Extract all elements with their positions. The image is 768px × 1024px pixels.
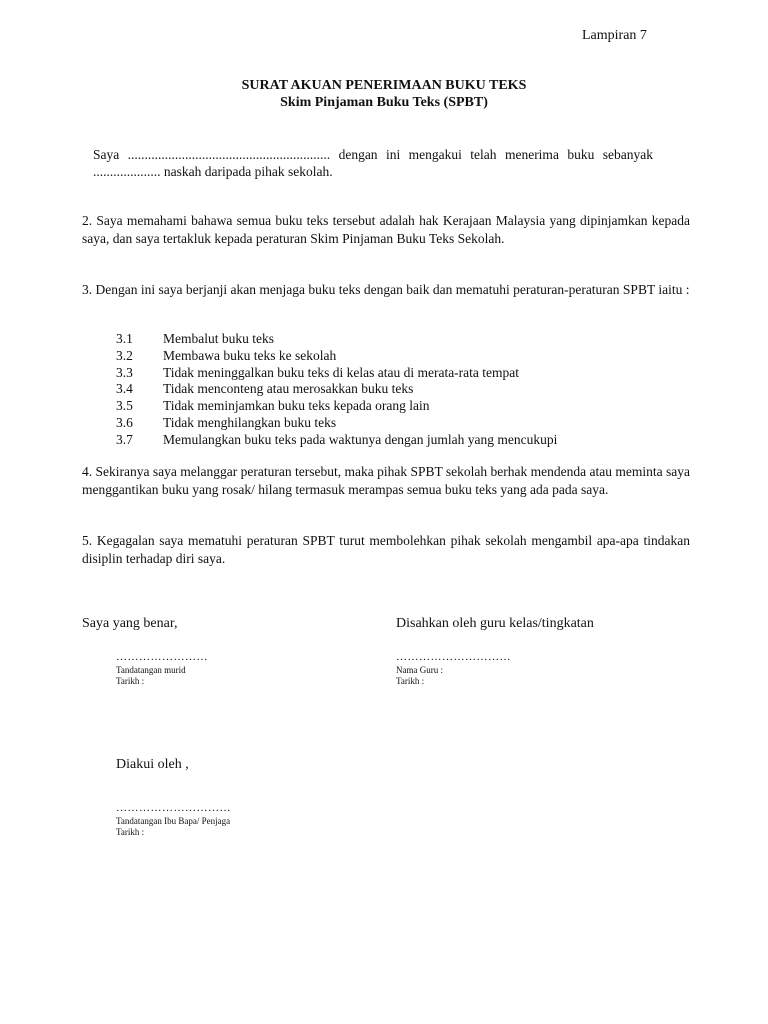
list-item-number: 3.2	[116, 347, 133, 363]
list-item	[116, 381, 557, 398]
list-item-text: Tidak menghilangkan buku teks	[163, 414, 337, 430]
list-item-number: 3.7	[116, 431, 133, 447]
list-item	[116, 415, 557, 432]
student-signature-heading: Saya yang benar,	[82, 616, 178, 631]
list-item	[116, 432, 557, 449]
student-date-label: Tarikh :	[116, 676, 145, 686]
parent-signature-labels	[116, 816, 230, 838]
list-item-text: Tidak meninggalkan buku teks di kelas atau di merata-rata tempat	[163, 364, 520, 380]
rules-list	[116, 331, 557, 449]
list-item-text: Tidak menconteng atau merosakkan buku teks	[163, 381, 414, 397]
list-item	[116, 398, 557, 415]
list-item-text: Memulangkan buku teks pada waktunya dengan jumlah yang mencukupi	[163, 431, 558, 447]
list-item-number: 3.5	[116, 398, 133, 414]
list-item	[116, 348, 557, 365]
list-item	[116, 331, 557, 348]
intro-paragraph: Saya ............................................................ dengan ini mengakui telah menerima buku sebanyak .................... naskah daripada pihak sekolah.	[93, 147, 653, 179]
list-item-number: 3.3	[116, 364, 133, 380]
paragraph-5: 5. Kegagalan saya mematuhi peraturan SPBT turut membolehkan pihak sekolah mengambil apa-apa tindakan disiplin terhadap diri saya.	[82, 533, 690, 566]
list-item-number: 3.4	[116, 381, 133, 397]
parent-signature-line: …………………………	[116, 802, 231, 814]
paragraph-2: 2. Saya memahami bahawa semua buku teks tersebut adalah hak Kerajaan Malaysia yang dipinjamkan kepada saya, dan saya tertakluk kepada peraturan Skim Pinjaman Buku Teks Sekolah.	[82, 213, 690, 246]
paragraph-4: 4. Sekiranya saya melanggar peraturan tersebut, maka pihak SPBT sekolah berhak mendenda atau meminta saya menggantikan buku yang rosak/ hilang termasuk merampas semua buku teks yang ada pada saya.	[82, 464, 690, 497]
list-item-text: Tidak meminjamkan buku teks kepada orang lain	[163, 398, 430, 414]
annex-label: Lampiran 7	[582, 28, 647, 43]
teacher-signature-line: …………………………	[396, 651, 511, 663]
list-item-text: Membawa buku teks ke sekolah	[163, 347, 337, 363]
student-signature-line: ……………………	[116, 651, 208, 663]
parent-date-label: Tarikh :	[116, 827, 145, 837]
parent-signature-heading: Diakui oleh ,	[116, 757, 189, 772]
document-title: SURAT AKUAN PENERIMAAN BUKU TEKS	[241, 78, 527, 93]
paragraph-3: 3. Dengan ini saya berjanji akan menjaga buku teks dengan baik dan mematuhi peraturan-peraturan SPBT iaitu :	[82, 282, 690, 297]
list-item	[116, 365, 557, 382]
list-item-text: Membalut buku teks	[163, 331, 274, 346]
document-subtitle: Skim Pinjaman Buku Teks (SPBT)	[280, 95, 488, 110]
student-signature-labels	[116, 665, 186, 687]
parent-signature-label: Tandatangan Ibu Bapa/ Penjaga	[116, 816, 231, 826]
student-signature-label: Tandatangan murid	[116, 665, 186, 675]
teacher-signature-heading: Disahkan oleh guru kelas/tingkatan	[396, 616, 594, 631]
list-item-number: 3.1	[116, 331, 133, 346]
teacher-date-label: Tarikh :	[396, 676, 425, 686]
list-item-number: 3.6	[116, 414, 133, 430]
teacher-name-label: Nama Guru :	[396, 665, 443, 675]
teacher-signature-labels	[396, 665, 443, 687]
